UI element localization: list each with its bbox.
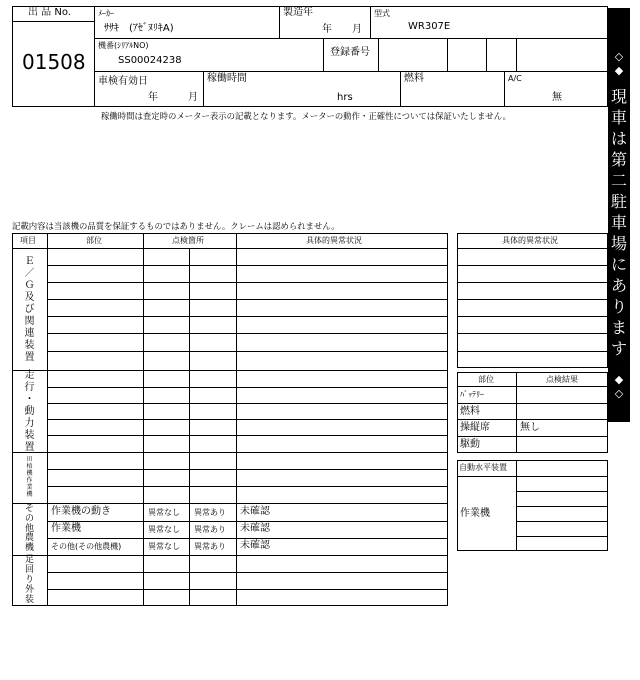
section-undercarriage-label: 足 回 り 外 装	[24, 555, 34, 605]
diamond-outline-icon: ◇	[614, 387, 624, 400]
drive-label: 駆動	[460, 439, 480, 450]
other-row-2-opt2: 異常あり	[194, 525, 226, 534]
right-part-header: 部位	[478, 375, 494, 384]
other-row-2-status: 未確認	[240, 523, 270, 534]
col-part-header: 部位	[86, 236, 102, 245]
quality-note: 記載内容は当該機の品質を保証するものではありません。クレームは認められません。	[12, 221, 340, 231]
serial-value: SS00024238	[118, 55, 182, 66]
cockpit-label: 操縦席	[460, 422, 490, 433]
inspection-label: 車検有効日	[98, 76, 148, 87]
model-label: 型式	[374, 9, 390, 18]
year-label: 製造年	[283, 7, 313, 18]
other-row-1-part: 作業機の動き	[51, 506, 111, 517]
other-row-1-opt1: 異常なし	[148, 508, 180, 517]
hours-label: 稼働時間	[207, 73, 247, 84]
year-value: 年 月	[322, 24, 362, 35]
cockpit-result: 無し	[520, 422, 540, 433]
diamond-filled-icon: ◆	[614, 64, 624, 77]
maker-label: ﾒｰｶｰ	[98, 9, 114, 18]
section-drive-label: 走 行 ・ 動 力 装 置	[24, 369, 35, 453]
col-item-header: 項目	[20, 236, 36, 245]
model-value: WR307E	[408, 21, 451, 32]
registration-label: 登録番号	[330, 47, 370, 58]
battery-label: ﾊﾞｯﾃﾘｰ	[460, 390, 484, 399]
other-row-3-status: 未確認	[240, 540, 270, 551]
other-row-2-part: 作業機	[51, 523, 81, 534]
col-abnormal-header: 具体的異常状況	[306, 236, 362, 245]
inspection-value: 年 月	[148, 92, 198, 103]
ac-label: A/C	[508, 74, 522, 83]
serial-label: 機番(ｼﾘｱﾙNO)	[98, 41, 149, 50]
other-row-3-opt1: 異常なし	[148, 542, 180, 551]
other-row-3-opt2: 異常あり	[194, 542, 226, 551]
diamond-filled-icon: ◆	[614, 373, 624, 386]
auto-level-label: 自動水平装置	[459, 463, 507, 472]
parking-notice-banner: ◇ ◆ 現 車 は 第 二 駐 車 場 に あ り ま す ◆ ◇	[608, 8, 630, 422]
fuel-row-label: 燃料	[460, 406, 480, 417]
hours-unit: hrs	[337, 92, 353, 103]
col-checkpoint-header: 点検箇所	[172, 236, 204, 245]
lot-label: 出 品 No.	[28, 7, 71, 18]
fuel-label: 燃料	[404, 73, 424, 84]
hours-note: 稼働時間は査定時のメーター表示の記載となります。メーターの動作・正確性については保証いたしません。	[101, 111, 512, 121]
right-abnormal-table	[457, 233, 608, 368]
maker-value: ｻｻｷ (ｱｾﾞﾇﾘｷA)	[104, 23, 174, 34]
lot-number: 01508	[22, 50, 86, 74]
other-row-1-status: 未確認	[240, 506, 270, 517]
other-row-3-part: その他(その他農機)	[51, 542, 122, 551]
other-row-2-opt1: 異常なし	[148, 525, 180, 534]
ac-value: 無	[552, 92, 562, 103]
right-result-header: 点検結果	[546, 375, 578, 384]
diamond-outline-icon: ◇	[614, 50, 624, 63]
other-row-1-opt2: 異常あり	[194, 508, 226, 517]
right-abnormal-header: 具体的異常状況	[502, 236, 558, 245]
section-planter-label: 田 植 機 作 業 機	[26, 456, 33, 498]
section-other-label: そ の 他 農 機	[24, 503, 34, 554]
implement-label: 作業機	[460, 508, 490, 519]
section-engine-label: Ｅ ／ Ｇ 及 び 関 連 装 置	[24, 255, 35, 363]
